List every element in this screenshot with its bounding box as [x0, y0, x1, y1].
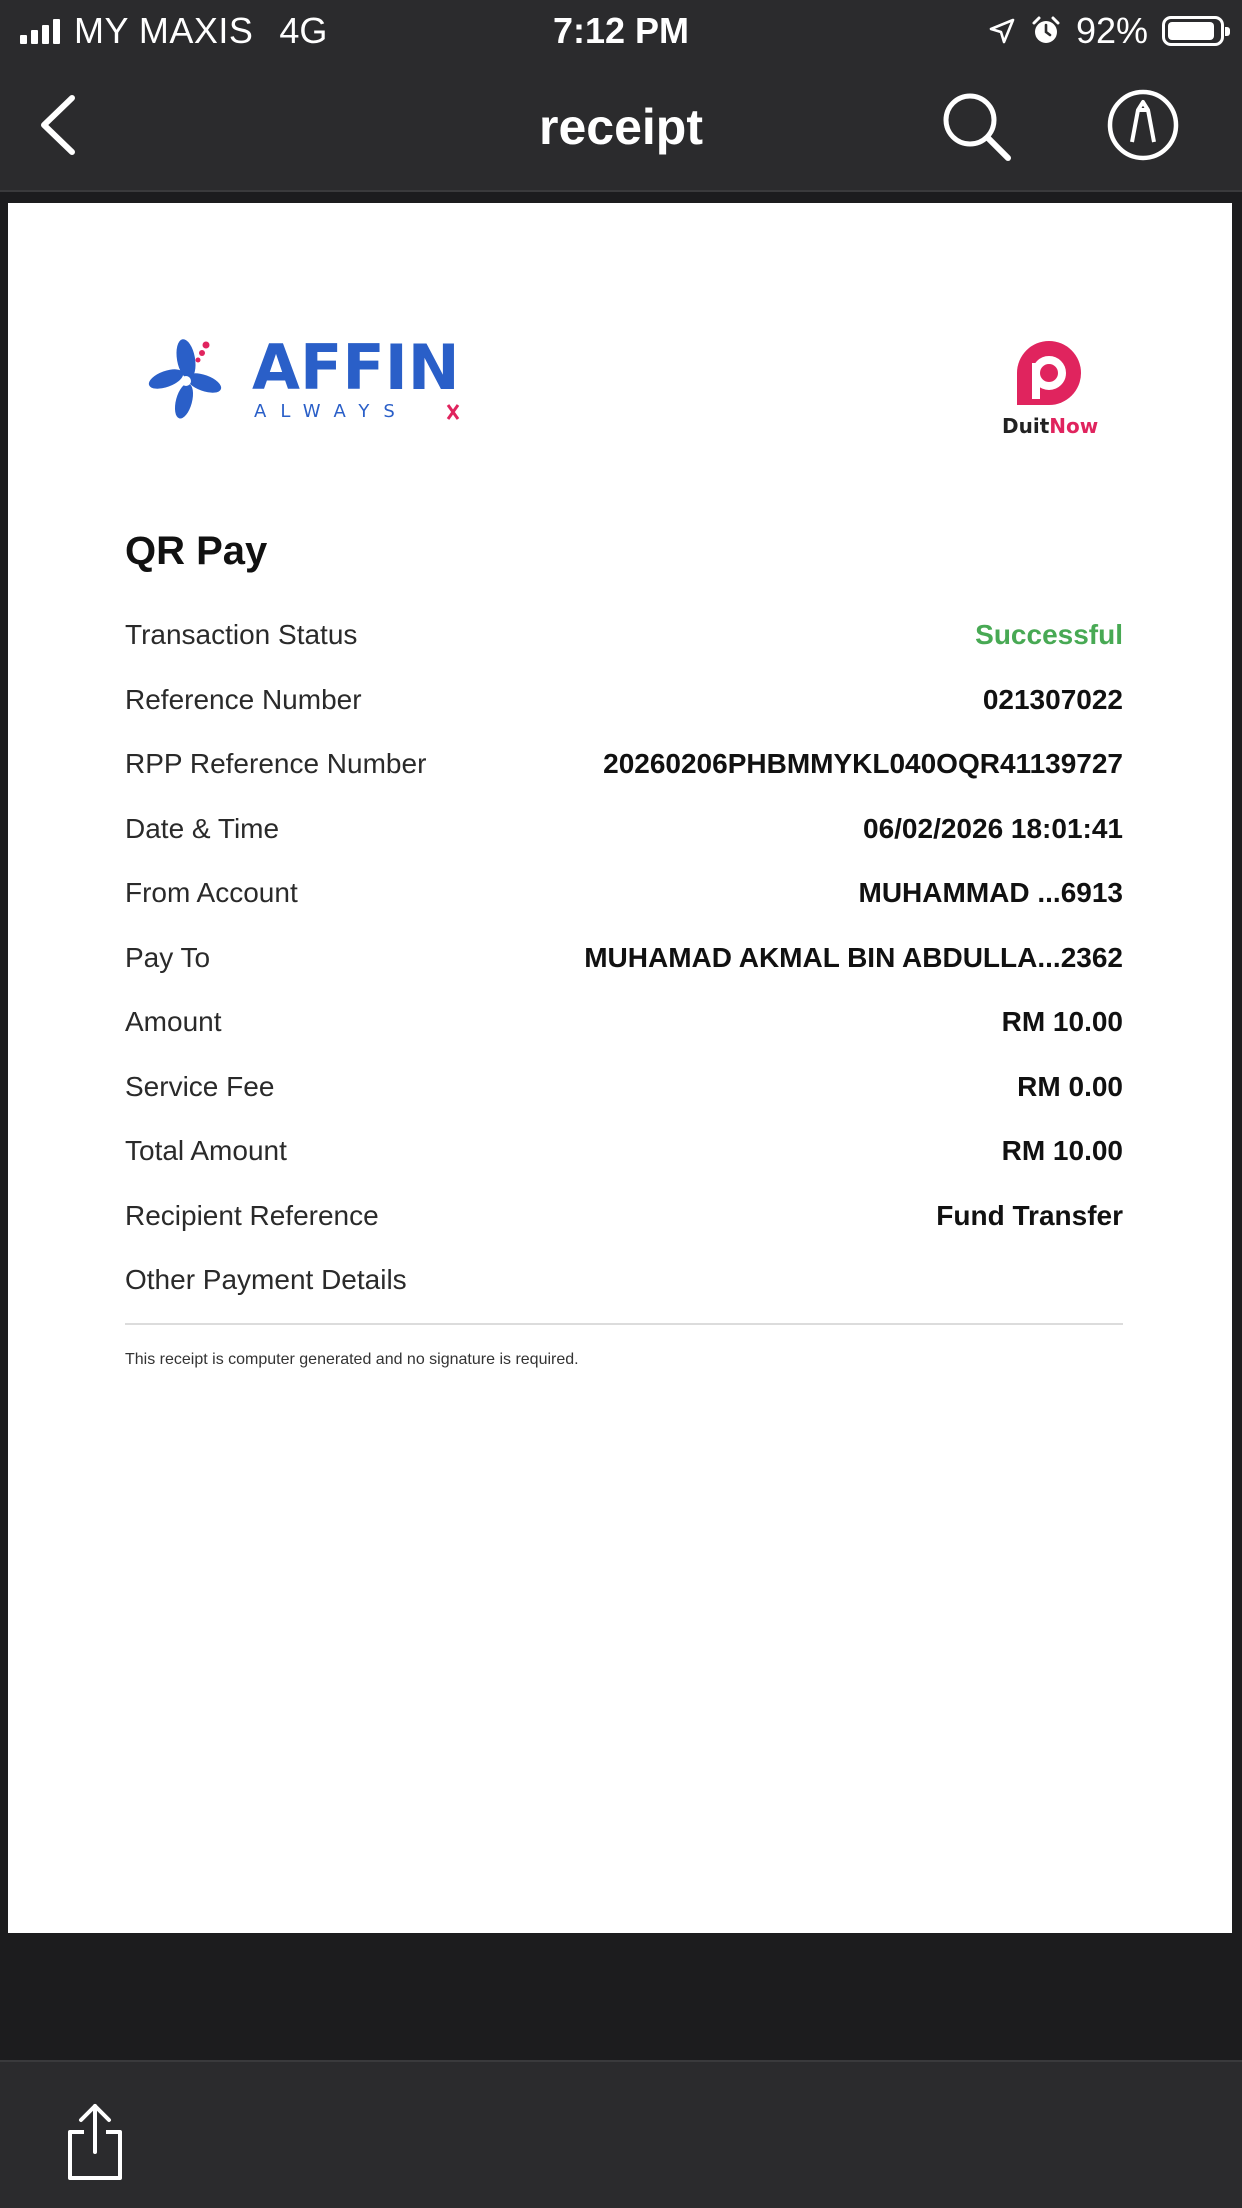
receipt-row-label: Pay To — [125, 941, 211, 973]
share-icon[interactable] — [62, 2102, 128, 2182]
receipt-row — [125, 732, 1123, 797]
receipt-row-label: Total Amount — [125, 1135, 287, 1167]
receipt-row-value: 021307022 — [982, 683, 1123, 715]
receipt-row-value: 06/02/2026 18:01:41 — [863, 812, 1123, 844]
receipt-row — [125, 861, 1123, 926]
alarm-icon — [1030, 15, 1062, 47]
network-type: 4G — [279, 10, 328, 51]
receipt-row — [125, 797, 1123, 862]
receipt-row — [125, 1055, 1123, 1120]
receipt-row-label: Service Fee — [125, 1070, 275, 1102]
receipt-row — [125, 1184, 1123, 1249]
receipt-row-value: MUHAMMAD ...6913 — [858, 877, 1123, 909]
status-badge: Successful — [975, 619, 1123, 651]
receipt-row — [125, 668, 1123, 733]
affin-bank-logo — [144, 329, 464, 425]
receipt-row-value: RM 10.00 — [1001, 1135, 1123, 1167]
receipt-row — [125, 1119, 1123, 1184]
page-title: receipt — [539, 99, 703, 155]
receipt-row-label: Amount — [125, 1006, 222, 1038]
bottom-toolbar — [0, 2060, 1242, 2208]
receipt-document — [8, 203, 1232, 1933]
receipt-row-value: RM 10.00 — [1001, 1006, 1123, 1038]
receipt-row — [125, 603, 1123, 668]
receipt-row-label: From Account — [125, 877, 298, 909]
receipt-row — [125, 990, 1123, 1055]
carrier-name: MY MAXIS — [74, 10, 254, 51]
search-icon[interactable] — [940, 90, 1012, 162]
status-bar — [0, 0, 1242, 62]
receipt-row — [125, 1248, 1123, 1313]
navigation-bar — [0, 62, 1242, 192]
battery-icon — [1162, 16, 1224, 46]
receipt-row-label: Transaction Status — [125, 619, 358, 651]
status-right — [988, 10, 1224, 52]
battery-fill — [1168, 22, 1214, 40]
receipt-details — [125, 603, 1123, 1313]
receipt-row-value: MUHAMAD AKMAL BIN ABDULLA...2362 — [584, 941, 1123, 973]
receipt-row-label: Other Payment Details — [125, 1264, 407, 1296]
svg-text:DuitNow: DuitNow — [1002, 414, 1099, 437]
status-time: 7:12 PM — [552, 10, 690, 51]
receipt-row-label: RPP Reference Number — [125, 748, 427, 780]
location-arrow-icon — [988, 17, 1016, 45]
receipt-row-value: Fund Transfer — [936, 1199, 1123, 1231]
receipt-row-label: Date & Time — [125, 812, 280, 844]
receipt-row-label: Reference Number — [125, 683, 362, 715]
duitnow-logo — [994, 337, 1104, 437]
receipt-row-value: 20260206PHBMMYKL040OQR41139727 — [603, 748, 1123, 780]
svg-text:AFFIN: AFFIN — [252, 331, 460, 404]
battery-percent: 92% — [1075, 10, 1148, 51]
svg-text:ALWAYS: ALWAYS — [254, 401, 409, 422]
markup-pen-icon[interactable] — [1106, 88, 1180, 162]
receipt-title: QR Pay — [125, 529, 268, 573]
divider — [125, 1323, 1123, 1325]
receipt-row — [125, 926, 1123, 991]
receipt-row-label: Recipient Reference — [125, 1199, 379, 1231]
receipt-row-value: RM 0.00 — [1017, 1070, 1123, 1102]
receipt-footnote: This receipt is computer generated and no signature is required. — [125, 1351, 579, 1368]
